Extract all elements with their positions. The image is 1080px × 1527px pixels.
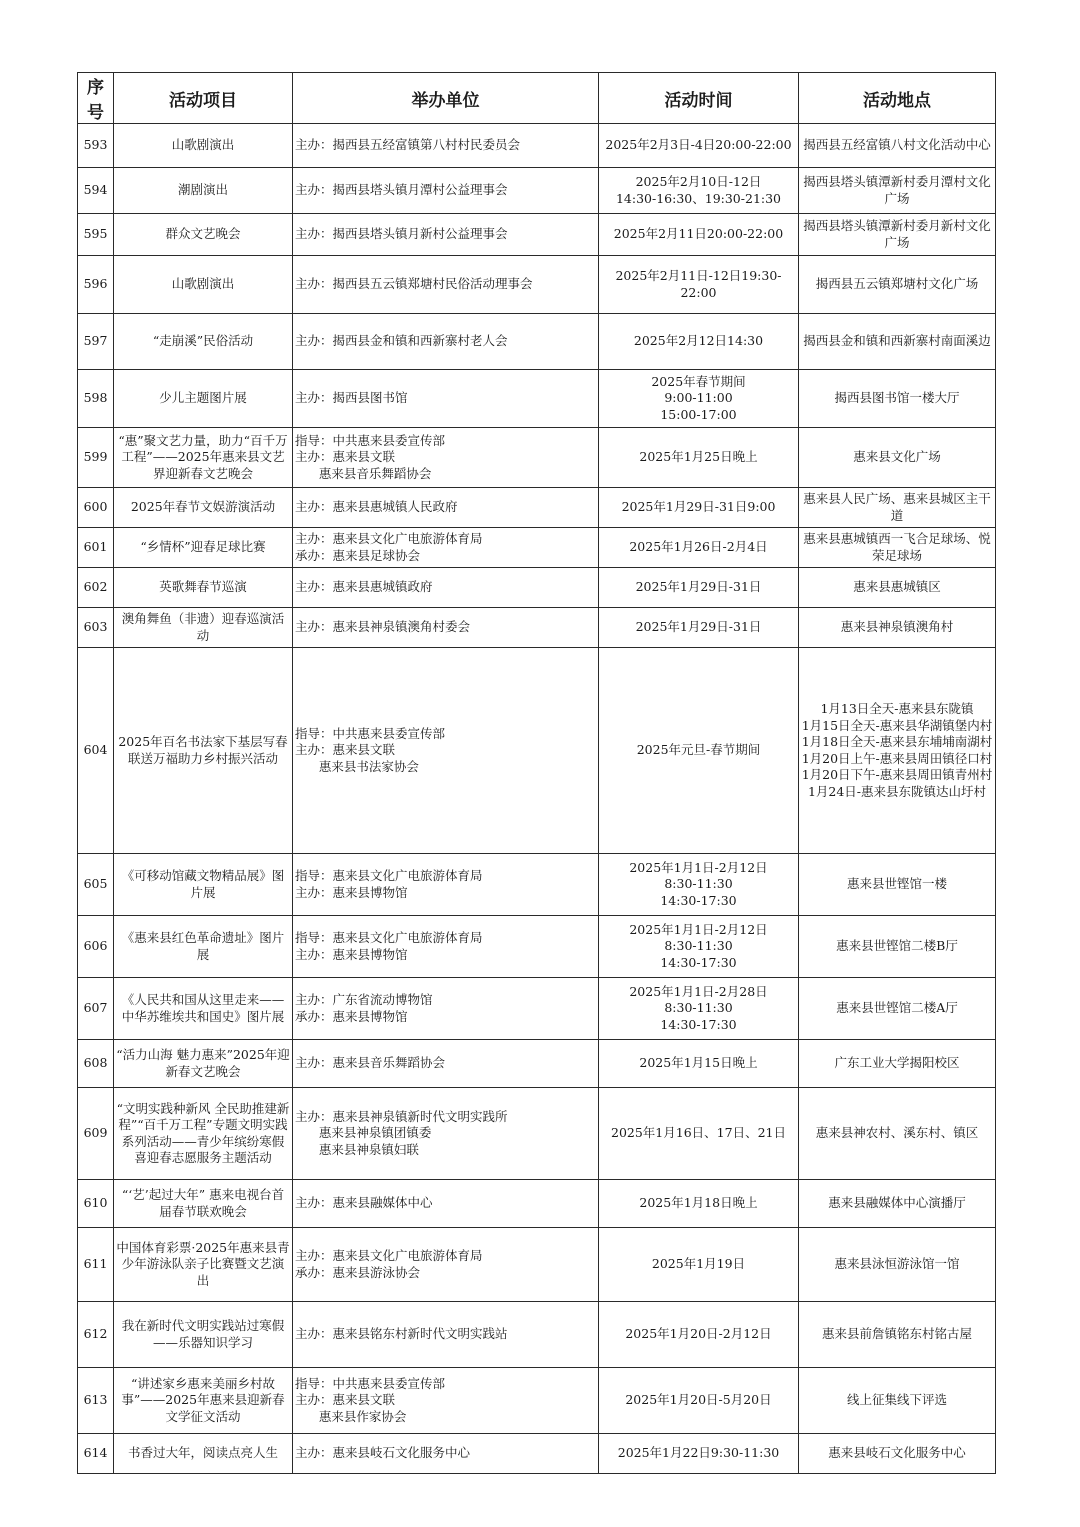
row-organizer [293, 608, 599, 648]
row-organizer [293, 428, 599, 488]
row-number: 599 [78, 428, 114, 488]
table-row [78, 1088, 996, 1180]
row-activity: “走崩溪”民俗活动 [114, 314, 293, 370]
row-organizer [293, 1434, 599, 1474]
row-place: 惠来县泳恒游泳馆一馆 [799, 1228, 996, 1302]
organizer-line: 指导：中共惠来县委宣传部 [295, 1375, 446, 1391]
organizer-line: 主办：揭西县五云镇郑塘村民俗活动理事会 [295, 276, 533, 292]
organizer-line: 主办：揭西县塔头镇月潭村公益理事会 [295, 182, 508, 198]
organizer-line: 惠来县书法家协会 [295, 758, 419, 774]
row-time: 2025年1月16日、17日、21日 [599, 1088, 799, 1180]
row-place: 揭西县五经富镇八村文化活动中心 [799, 124, 996, 168]
table-row [78, 648, 996, 854]
row-activity: 山歌剧演出 [114, 124, 293, 168]
row-organizer [293, 370, 599, 428]
row-activity: 澳角舞鱼（非遗）迎春巡演活动 [114, 608, 293, 648]
row-time: 2025年2月11日-12日19:30-22:00 [599, 256, 799, 314]
row-activity: “惠”聚文艺力量，助力“百千万工程”——2025年惠来县文艺界迎新春文艺晚会 [114, 428, 293, 488]
organizer-line: 主办：惠来县文化广电旅游体育局 [295, 1248, 483, 1263]
table-row [78, 978, 996, 1040]
row-time: 2025年1月1日-2月12日 8:30-11:30 14:30-17:30 [599, 916, 799, 978]
row-organizer [293, 1180, 599, 1228]
row-number: 605 [78, 854, 114, 916]
row-number: 603 [78, 608, 114, 648]
organizer-line: 惠来县音乐舞蹈协会 [295, 465, 432, 481]
row-organizer [293, 568, 599, 608]
organizer-line: 主办：惠来县博物馆 [295, 884, 408, 900]
organizer-line: 主办：惠来县惠城镇人民政府 [295, 499, 458, 515]
row-activity: 2025年春节文娱游演活动 [114, 488, 293, 528]
organizer-line: 惠来县神泉镇妇联 [295, 1141, 419, 1157]
organizer-line: 惠来县作家协会 [295, 1408, 407, 1424]
row-place: 揭西县塔头镇潭新村委月新村文化广场 [799, 214, 996, 256]
organizer-line: 主办：惠来县神泉镇澳角村委会 [295, 619, 471, 635]
row-number: 613 [78, 1368, 114, 1434]
row-time: 2025年1月20日-2月12日 [599, 1302, 799, 1368]
row-activity: 山歌剧演出 [114, 256, 293, 314]
row-number: 601 [78, 528, 114, 568]
row-activity: 中国体育彩票·2025年惠来县青少年游泳队亲子比赛暨文艺演出 [114, 1228, 293, 1302]
row-number: 607 [78, 978, 114, 1040]
row-organizer [293, 256, 599, 314]
row-place: 揭西县金和镇和西新寨村南面溪边 [799, 314, 996, 370]
row-activity: “活力山海 魅力惠来”2025年迎新春文艺晚会 [114, 1040, 293, 1088]
table-row [78, 854, 996, 916]
row-activity: 《可移动馆藏文物精品展》图片展 [114, 854, 293, 916]
row-number: 610 [78, 1180, 114, 1228]
organizer-line: 主办：惠来县文联 [295, 742, 396, 758]
organizer-line: 主办：揭西县五经富镇第八村村民委员会 [295, 137, 521, 153]
row-time: 2025年1月29日-31日 [599, 568, 799, 608]
row-time: 2025年2月10日-12日 14:30-16:30、19:30-21:30 [599, 168, 799, 214]
row-place: 惠来县岐石文化服务中心 [799, 1434, 996, 1474]
header-activity: 活动项目 [114, 73, 293, 124]
row-time: 2025年1月18日晚上 [599, 1180, 799, 1228]
header-place: 活动地点 [799, 73, 996, 124]
row-organizer [293, 1088, 599, 1180]
row-place: 揭西县图书馆一楼大厅 [799, 370, 996, 428]
row-number: 611 [78, 1228, 114, 1302]
row-organizer [293, 978, 599, 1040]
table-row [78, 608, 996, 648]
organizer-line: 主办：揭西县塔头镇月新村公益理事会 [295, 226, 508, 242]
row-place: 惠来县前詹镇铭东村铭古屋 [799, 1302, 996, 1368]
organizer-line: 指导：惠来县文化广电旅游体育局 [295, 868, 483, 883]
row-place: 揭西县五云镇郑塘村文化广场 [799, 256, 996, 314]
row-number: 606 [78, 916, 114, 978]
table-row [78, 1368, 996, 1434]
row-number: 600 [78, 488, 114, 528]
organizer-line: 惠来县神泉镇团镇委 [295, 1125, 432, 1141]
row-place: 惠来县世铿馆一楼 [799, 854, 996, 916]
row-time: 2025年2月11日20:00-22:00 [599, 214, 799, 256]
table-row [78, 1434, 996, 1474]
row-organizer [293, 1228, 599, 1302]
row-organizer [293, 1368, 599, 1434]
row-activity: 英歌舞春节巡演 [114, 568, 293, 608]
row-organizer [293, 314, 599, 370]
table-row [78, 256, 996, 314]
row-number: 609 [78, 1088, 114, 1180]
table-row [78, 214, 996, 256]
row-organizer [293, 168, 599, 214]
row-organizer [293, 648, 599, 854]
organizer-line: 主办：惠来县博物馆 [295, 946, 408, 962]
organizer-line: 指导：中共惠来县委宣传部 [295, 432, 446, 448]
table-row [78, 916, 996, 978]
row-activity: 书香过大年，阅读点亮人生 [114, 1434, 293, 1474]
row-activity: “乡情杯”迎春足球比赛 [114, 528, 293, 568]
row-number: 596 [78, 256, 114, 314]
row-organizer [293, 528, 599, 568]
row-place: 惠来县神泉镇澳角村 [799, 608, 996, 648]
organizer-line: 主办：广东省流动博物馆 [295, 992, 433, 1007]
table-row [78, 370, 996, 428]
row-number: 595 [78, 214, 114, 256]
organizer-line: 主办：惠来县融媒体中心 [295, 1195, 433, 1211]
row-place: 揭西县塔头镇潭新村委月潭村文化广场 [799, 168, 996, 214]
row-organizer [293, 124, 599, 168]
header-no: 序号 [78, 73, 114, 124]
row-place: 惠来县惠城镇区 [799, 568, 996, 608]
row-time: 2025年元旦-春节期间 [599, 648, 799, 854]
organizer-line: 主办：惠来县神泉镇新时代文明实践所 [295, 1108, 508, 1124]
row-time: 2025年1月19日 [599, 1228, 799, 1302]
row-time: 2025年1月22日9:30-11:30 [599, 1434, 799, 1474]
row-organizer [293, 214, 599, 256]
row-place: 1月13日全天-惠来县东陇镇 1月15日全天-惠来县华湖镇堡内村 1月18日全天-惠来县东埔埔南湖村 1月20日上午-惠来县周田镇径口村 1月20日下午-惠来县周田镇青州村 1月24日-惠来县东陇镇达山圩村 [799, 648, 996, 854]
row-activity: 少儿主题图片展 [114, 370, 293, 428]
row-activity: 《人民共和国从这里走来——中华苏维埃共和国史》图片展 [114, 978, 293, 1040]
row-time: 2025年1月29日-31日 [599, 608, 799, 648]
row-activity: “讲述家乡惠来美丽乡村故事”——2025年惠来县迎新春文学征文活动 [114, 1368, 293, 1434]
header-organizer: 举办单位 [293, 73, 599, 124]
row-place: 惠来县世铿馆二楼B厅 [799, 916, 996, 978]
row-organizer [293, 854, 599, 916]
row-time: 2025年1月26日-2月4日 [599, 528, 799, 568]
table-row [78, 168, 996, 214]
organizer-line: 主办：揭西县图书馆 [295, 390, 408, 406]
organizer-line: 主办：惠来县文联 [295, 449, 396, 465]
row-time: 2025年1月15日晚上 [599, 1040, 799, 1088]
row-place: 惠来县人民广场、惠来县城区主干道 [799, 488, 996, 528]
row-number: 594 [78, 168, 114, 214]
organizer-line: 承办：惠来县足球协会 [295, 547, 421, 563]
row-time: 2025年2月3日-4日20:00-22:00 [599, 124, 799, 168]
row-organizer [293, 488, 599, 528]
organizer-line: 主办：惠来县惠城镇政府 [295, 579, 433, 595]
organizer-line: 指导：中共惠来县委宣传部 [295, 725, 446, 741]
table-row [78, 1180, 996, 1228]
row-place: 惠来县惠城镇西一飞合足球场、悦荣足球场 [799, 528, 996, 568]
organizer-line: 主办：惠来县铭东村新时代文明实践站 [295, 1326, 508, 1342]
row-time: 2025年2月12日14:30 [599, 314, 799, 370]
row-place: 广东工业大学揭阳校区 [799, 1040, 996, 1088]
organizer-line: 主办：惠来县文联 [295, 1392, 396, 1408]
organizer-line: 主办：惠来县音乐舞蹈协会 [295, 1055, 446, 1071]
organizer-line: 主办：惠来县文化广电旅游体育局 [295, 531, 483, 546]
row-place: 惠来县文化广场 [799, 428, 996, 488]
row-activity: 潮剧演出 [114, 168, 293, 214]
organizer-line: 主办：惠来县岐石文化服务中心 [295, 1445, 471, 1461]
organizer-line: 主办：揭西县金和镇和西新寨村老人会 [295, 333, 508, 349]
row-activity: 群众文艺晚会 [114, 214, 293, 256]
organizer-line: 承办：惠来县博物馆 [295, 1008, 408, 1024]
row-place: 惠来县世铿馆二楼A厅 [799, 978, 996, 1040]
row-place: 惠来县神农村、溪东村、镇区 [799, 1088, 996, 1180]
row-organizer [293, 916, 599, 978]
activity-table [77, 72, 996, 1474]
row-number: 602 [78, 568, 114, 608]
row-organizer [293, 1040, 599, 1088]
row-time: 2025年1月29日-31日9:00 [599, 488, 799, 528]
table-row [78, 1302, 996, 1368]
row-number: 612 [78, 1302, 114, 1368]
organizer-line: 指导：惠来县文化广电旅游体育局 [295, 930, 483, 945]
table-header-row [78, 73, 996, 124]
header-time: 活动时间 [599, 73, 799, 124]
table-row [78, 124, 996, 168]
row-number: 614 [78, 1434, 114, 1474]
row-activity: 我在新时代文明实践站过寒假——乐器知识学习 [114, 1302, 293, 1368]
row-time: 2025年1月25日晚上 [599, 428, 799, 488]
table-body [78, 124, 996, 1474]
row-number: 608 [78, 1040, 114, 1088]
table-row [78, 428, 996, 488]
table-row [78, 1040, 996, 1088]
row-number: 597 [78, 314, 114, 370]
row-organizer [293, 1302, 599, 1368]
row-number: 604 [78, 648, 114, 854]
table-row [78, 528, 996, 568]
row-time: 2025年春节期间 9:00-11:00 15:00-17:00 [599, 370, 799, 428]
row-time: 2025年1月1日-2月28日 8:30-11:30 14:30-17:30 [599, 978, 799, 1040]
row-activity: 2025年百名书法家下基层写春联送万福助力乡村振兴活动 [114, 648, 293, 854]
table-row [78, 1228, 996, 1302]
row-place: 惠来县融媒体中心演播厅 [799, 1180, 996, 1228]
row-place: 线上征集线下评选 [799, 1368, 996, 1434]
organizer-line: 承办：惠来县游泳协会 [295, 1264, 421, 1280]
table-row [78, 488, 996, 528]
table-row [78, 314, 996, 370]
row-time: 2025年1月20日-5月20日 [599, 1368, 799, 1434]
row-activity: 《惠来县红色革命遗址》图片展 [114, 916, 293, 978]
row-activity: “文明实践种新风 全民助推建新程”“百千万工程”专题文明实践系列活动——青少年缤纷寒假喜迎春志愿服务主题活动 [114, 1088, 293, 1180]
row-number: 598 [78, 370, 114, 428]
table-row [78, 568, 996, 608]
row-number: 593 [78, 124, 114, 168]
row-time: 2025年1月1日-2月12日 8:30-11:30 14:30-17:30 [599, 854, 799, 916]
row-activity: “‘艺’起过大年” 惠来电视台首届春节联欢晚会 [114, 1180, 293, 1228]
